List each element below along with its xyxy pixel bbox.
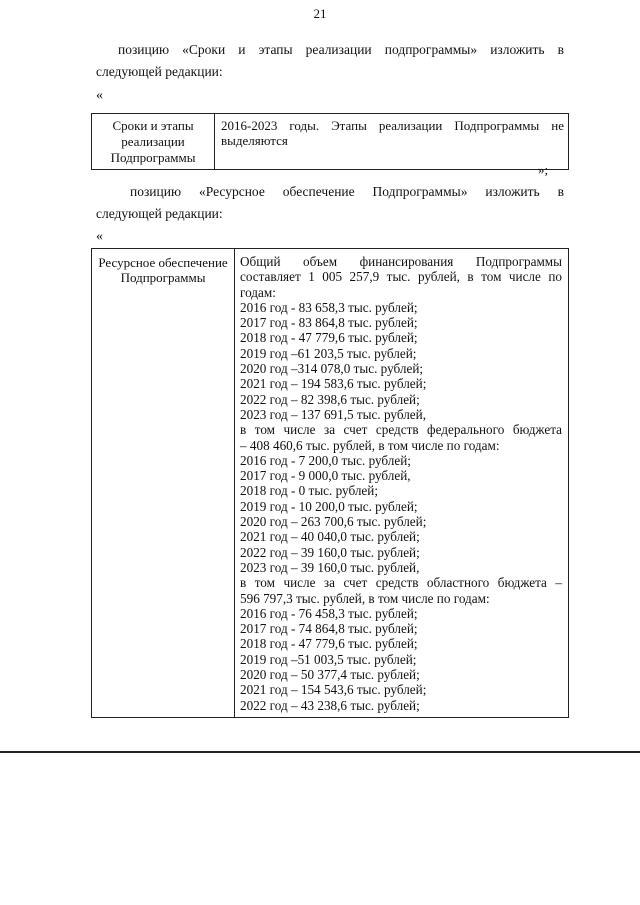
funding-line: 2017 год - 74 864,8 тыс. рублей; [240,621,418,637]
funding-table [91,248,569,718]
funding-line: 2017 год - 83 864,8 тыс. рублей; [240,315,418,331]
funding-line: 596 797,3 тыс. рублей, в том числе по годам: [240,590,490,606]
funding-line: 2020 год – 263 700,6 тыс. рублей; [240,514,427,530]
timeline-value: 2016-2023 годы. Этапы реализации Подпрограммы не выделяются [215,114,569,170]
closing-quote-1: »; [538,162,549,177]
funding-line: 2019 год –61 203,5 тыс. рублей; [240,345,417,361]
funding-line: годам: [240,284,276,300]
funding-line: 2018 год - 47 779,6 тыс. рублей; [240,330,418,346]
funding-line: 2021 год – 194 583,6 тыс. рублей; [240,376,427,392]
funding-details [235,249,569,718]
funding-line: 2016 год - 7 200,0 тыс. рублей; [240,452,411,468]
funding-line: 2019 год –51 003,5 тыс. рублей; [240,651,417,667]
funding-line: в том числе за счет средств областного бюджета – [240,575,562,591]
timeline-label: Сроки и этапы реализации Подпрограммы [92,114,215,170]
funding-line: 2020 год – 50 377,4 тыс. рублей; [240,667,420,683]
opening-quote-2: « [96,229,103,244]
page-number: 21 [313,6,327,21]
funding-line: 2023 год – 39 160,0 тыс. рублей, [240,559,420,575]
funding-line: Общий объем финансирования Подпрограммы [240,254,562,269]
funding-line: 2021 год – 154 543,6 тыс. рублей; [240,682,427,698]
funding-line: 2023 год – 137 691,5 тыс. рублей, [240,406,426,422]
funding-line: 2022 год – 43 238,6 тыс. рублей; [240,697,420,713]
funding-line: 2018 год - 0 тыс. рублей; [240,483,378,499]
funding-line: 2018 год - 47 779,6 тыс. рублей; [240,636,418,652]
page-separator-line [0,751,640,753]
paragraph-2-line-1: позицию «Ресурсное обеспечение Подпрограммы» изложить в [130,184,564,199]
funding-line: в том числе за счет средств федерального бюджета [240,422,562,438]
funding-line: – 408 460,6 тыс. рублей, в том числе по годам: [240,437,500,453]
opening-quote-1: « [96,88,103,103]
funding-line: 2022 год – 39 160,0 тыс. рублей; [240,544,420,560]
funding-line: 2016 год - 76 458,3 тыс. рублей; [240,605,418,621]
funding-line: 2020 год –314 078,0 тыс. рублей; [240,361,424,377]
timeline-table [91,113,569,170]
funding-line: 2022 год – 82 398,6 тыс. рублей; [240,391,420,407]
funding-line: 2019 год - 10 200,0 тыс. рублей; [240,498,418,514]
funding-label: Ресурсное обеспечение Подпрограммы [92,249,235,718]
funding-line: 2021 год – 40 040,0 тыс. рублей; [240,529,420,545]
paragraph-1-line-2: следующей редакции: [96,64,223,79]
funding-line: 2017 год - 9 000,0 тыс. рублей, [240,468,411,484]
funding-line: 2016 год - 83 658,3 тыс. рублей; [240,299,418,315]
funding-line: составляет 1 005 257,9 тыс. рублей, в том числе по [240,269,562,285]
paragraph-1-line-1: позицию «Сроки и этапы реализации подпрограммы» изложить в [118,42,564,57]
paragraph-2-line-2: следующей редакции: [96,206,223,221]
